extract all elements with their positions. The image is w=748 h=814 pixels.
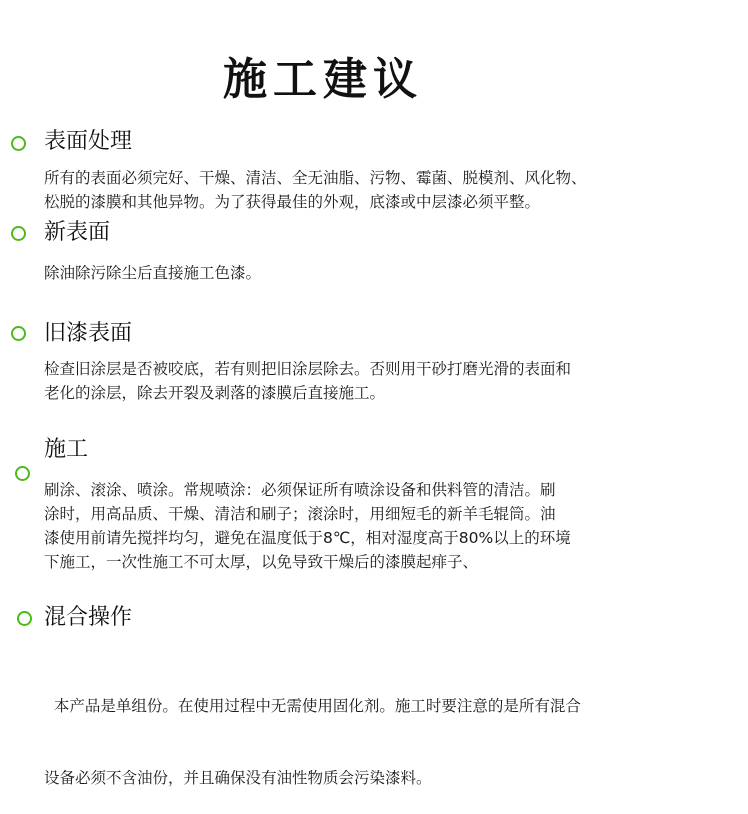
bullet-circle-icon bbox=[11, 136, 26, 151]
body-line: 检查旧涂层是否被咬底，若有则把旧涂层除去。否则用干砂打磨光滑的表面和 bbox=[44, 360, 572, 378]
page-title: 施工建议 bbox=[223, 54, 423, 105]
section-heading-new-surface: 新表面 bbox=[44, 220, 111, 245]
section-heading-mixing-operation: 混合操作 bbox=[44, 605, 133, 630]
body-line: 涂时，用高品质、干燥、清洁和刷子；滚涂时，用细短毛的新羊毛辊筒。油 bbox=[44, 505, 556, 523]
body-line: 除油除污除尘后直接施工色漆。 bbox=[44, 264, 262, 282]
section-body-mixing-operation bbox=[44, 646, 581, 814]
section-heading-application: 施工 bbox=[44, 437, 89, 462]
body-line: 刷涂、滚涂、喷涂。常规喷涂：必须保证所有喷涂设备和供料管的清洁。刷 bbox=[44, 481, 556, 499]
body-line: 漆使用前请先搅拌均匀，避免在温度低于8℃，相对湿度高于80%以上的环境 bbox=[44, 529, 571, 547]
section-heading-old-paint-surface: 旧漆表面 bbox=[44, 321, 133, 346]
section-body-new-surface bbox=[44, 261, 261, 285]
bullet-circle-icon bbox=[11, 226, 26, 241]
body-line: 老化的涂层，除去开裂及剥落的漆膜后直接施工。 bbox=[44, 384, 386, 402]
section-body-surface-treatment bbox=[44, 166, 587, 214]
body-line: 本产品是单组份。在使用过程中无需使用固化剂。施工时要注意的是所有混合 bbox=[44, 697, 581, 715]
bullet-circle-icon bbox=[11, 326, 26, 341]
body-line: 松脱的漆膜和其他异物。为了获得最佳的外观，底漆或中层漆必须平整。 bbox=[44, 193, 541, 211]
body-line: 所有的表面必须完好、干燥、清洁、全无油脂、污物、霉菌、脱模剂、风化物、 bbox=[44, 169, 587, 187]
body-line: 设备必须不含油份，并且确保没有油性物质会污染漆料。 bbox=[44, 769, 432, 787]
section-heading-surface-treatment: 表面处理 bbox=[44, 129, 133, 154]
body-line: 下施工，一次性施工不可太厚，以免导致干燥后的漆膜起痱子、 bbox=[44, 553, 479, 571]
section-body-old-paint-surface bbox=[44, 357, 571, 405]
bullet-circle-icon bbox=[15, 466, 30, 481]
bullet-circle-icon bbox=[17, 611, 32, 626]
section-body-application bbox=[44, 478, 571, 574]
